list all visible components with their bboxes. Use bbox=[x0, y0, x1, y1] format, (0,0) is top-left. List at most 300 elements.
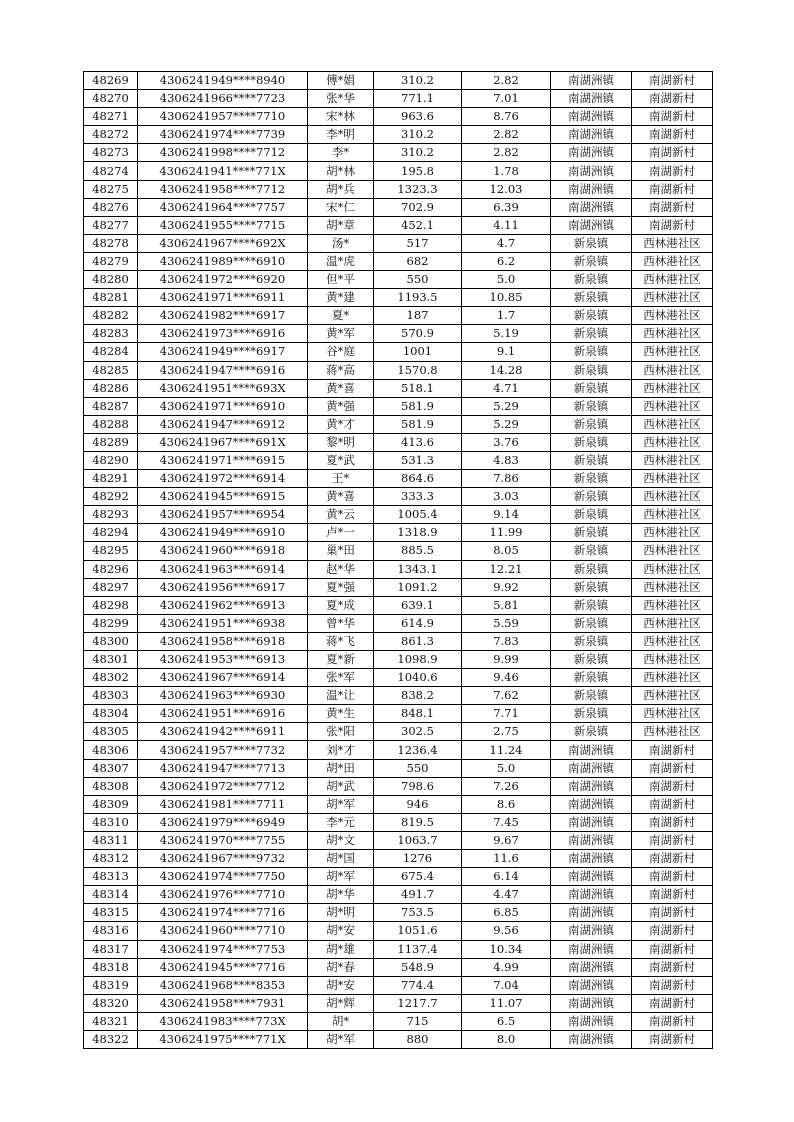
cell-amount: 880 bbox=[374, 1030, 462, 1048]
cell-town: 新泉镇 bbox=[551, 669, 632, 687]
table-row bbox=[84, 271, 713, 289]
cell-village: 西林港社区 bbox=[632, 596, 713, 614]
cell-name: 黄*强 bbox=[308, 397, 374, 415]
cell-value: 7.71 bbox=[462, 705, 551, 723]
table-row bbox=[84, 922, 713, 940]
cell-row-number: 48284 bbox=[84, 343, 138, 361]
cell-name: 黄*建 bbox=[308, 289, 374, 307]
cell-village: 南湖新村 bbox=[632, 759, 713, 777]
cell-village: 南湖新村 bbox=[632, 180, 713, 198]
cell-village: 西林港社区 bbox=[632, 325, 713, 343]
cell-village: 西林港社区 bbox=[632, 687, 713, 705]
cell-village: 南湖新村 bbox=[632, 940, 713, 958]
table-row bbox=[84, 144, 713, 162]
cell-id-number: 4306241960****7710 bbox=[138, 922, 308, 940]
cell-village: 西林港社区 bbox=[632, 361, 713, 379]
cell-id-number: 4306241967****691X bbox=[138, 433, 308, 451]
cell-row-number: 48281 bbox=[84, 289, 138, 307]
cell-name: 但*平 bbox=[308, 271, 374, 289]
table-row bbox=[84, 488, 713, 506]
cell-row-number: 48302 bbox=[84, 669, 138, 687]
cell-id-number: 4306241974****7716 bbox=[138, 904, 308, 922]
cell-village: 南湖新村 bbox=[632, 162, 713, 180]
cell-town: 新泉镇 bbox=[551, 415, 632, 433]
cell-amount: 548.9 bbox=[374, 958, 462, 976]
table-row bbox=[84, 994, 713, 1012]
cell-row-number: 48316 bbox=[84, 922, 138, 940]
table-row bbox=[84, 162, 713, 180]
cell-row-number: 48278 bbox=[84, 234, 138, 252]
cell-amount: 491.7 bbox=[374, 886, 462, 904]
cell-village: 西林港社区 bbox=[632, 289, 713, 307]
cell-town: 新泉镇 bbox=[551, 325, 632, 343]
table-row bbox=[84, 759, 713, 777]
cell-id-number: 4306241949****6910 bbox=[138, 524, 308, 542]
cell-name: 蒋*飞 bbox=[308, 632, 374, 650]
cell-name: 胡*军 bbox=[308, 1030, 374, 1048]
cell-amount: 1005.4 bbox=[374, 506, 462, 524]
cell-town: 南湖洲镇 bbox=[551, 904, 632, 922]
cell-name: 胡*春 bbox=[308, 958, 374, 976]
cell-village: 西林港社区 bbox=[632, 669, 713, 687]
cell-amount: 550 bbox=[374, 759, 462, 777]
cell-name: 胡*文 bbox=[308, 831, 374, 849]
cell-village: 西林港社区 bbox=[632, 723, 713, 741]
cell-village: 南湖新村 bbox=[632, 72, 713, 90]
table-row bbox=[84, 108, 713, 126]
cell-name: 巢*田 bbox=[308, 542, 374, 560]
table-body bbox=[84, 72, 713, 1049]
cell-id-number: 4306241974****7750 bbox=[138, 868, 308, 886]
cell-id-number: 4306241967****6914 bbox=[138, 669, 308, 687]
cell-village: 西林港社区 bbox=[632, 379, 713, 397]
table-row bbox=[84, 850, 713, 868]
cell-row-number: 48280 bbox=[84, 271, 138, 289]
cell-village: 西林港社区 bbox=[632, 252, 713, 270]
cell-town: 新泉镇 bbox=[551, 379, 632, 397]
cell-name: 王* bbox=[308, 470, 374, 488]
cell-town: 新泉镇 bbox=[551, 470, 632, 488]
cell-town: 南湖洲镇 bbox=[551, 90, 632, 108]
cell-row-number: 48320 bbox=[84, 994, 138, 1012]
cell-row-number: 48273 bbox=[84, 144, 138, 162]
table-row bbox=[84, 741, 713, 759]
cell-amount: 1051.6 bbox=[374, 922, 462, 940]
cell-town: 南湖洲镇 bbox=[551, 886, 632, 904]
cell-id-number: 4306241947****7713 bbox=[138, 759, 308, 777]
cell-id-number: 4306241958****7931 bbox=[138, 994, 308, 1012]
cell-amount: 581.9 bbox=[374, 415, 462, 433]
cell-amount: 310.2 bbox=[374, 126, 462, 144]
cell-village: 西林港社区 bbox=[632, 307, 713, 325]
cell-id-number: 4306241957****6954 bbox=[138, 506, 308, 524]
cell-row-number: 48283 bbox=[84, 325, 138, 343]
cell-amount: 715 bbox=[374, 1012, 462, 1030]
cell-name: 胡*雄 bbox=[308, 940, 374, 958]
cell-id-number: 4306241957****7710 bbox=[138, 108, 308, 126]
table-row bbox=[84, 687, 713, 705]
cell-id-number: 4306241998****7712 bbox=[138, 144, 308, 162]
cell-name: 胡*章 bbox=[308, 216, 374, 234]
cell-town: 南湖洲镇 bbox=[551, 180, 632, 198]
cell-name: 李*明 bbox=[308, 126, 374, 144]
cell-row-number: 48285 bbox=[84, 361, 138, 379]
cell-amount: 1217.7 bbox=[374, 994, 462, 1012]
cell-row-number: 48305 bbox=[84, 723, 138, 741]
cell-value: 14.28 bbox=[462, 361, 551, 379]
cell-row-number: 48319 bbox=[84, 976, 138, 994]
cell-row-number: 48310 bbox=[84, 813, 138, 831]
table-row bbox=[84, 216, 713, 234]
cell-village: 南湖新村 bbox=[632, 1030, 713, 1048]
cell-value: 9.1 bbox=[462, 343, 551, 361]
cell-row-number: 48321 bbox=[84, 1012, 138, 1030]
cell-amount: 581.9 bbox=[374, 397, 462, 415]
cell-value: 6.2 bbox=[462, 252, 551, 270]
cell-row-number: 48282 bbox=[84, 307, 138, 325]
cell-value: 9.99 bbox=[462, 651, 551, 669]
cell-town: 南湖洲镇 bbox=[551, 198, 632, 216]
cell-town: 南湖洲镇 bbox=[551, 994, 632, 1012]
cell-amount: 771.1 bbox=[374, 90, 462, 108]
cell-row-number: 48312 bbox=[84, 850, 138, 868]
cell-town: 新泉镇 bbox=[551, 289, 632, 307]
cell-amount: 963.6 bbox=[374, 108, 462, 126]
cell-value: 9.67 bbox=[462, 831, 551, 849]
table-row bbox=[84, 578, 713, 596]
table-row bbox=[84, 705, 713, 723]
cell-town: 南湖洲镇 bbox=[551, 850, 632, 868]
cell-name: 黄*军 bbox=[308, 325, 374, 343]
cell-town: 南湖洲镇 bbox=[551, 958, 632, 976]
cell-value: 7.04 bbox=[462, 976, 551, 994]
cell-row-number: 48322 bbox=[84, 1030, 138, 1048]
cell-id-number: 4306241963****6914 bbox=[138, 560, 308, 578]
cell-amount: 1091.2 bbox=[374, 578, 462, 596]
cell-name: 宋*仁 bbox=[308, 198, 374, 216]
cell-value: 9.46 bbox=[462, 669, 551, 687]
cell-village: 西林港社区 bbox=[632, 614, 713, 632]
cell-amount: 531.3 bbox=[374, 451, 462, 469]
cell-value: 5.29 bbox=[462, 397, 551, 415]
cell-name: 李*元 bbox=[308, 813, 374, 831]
data-table bbox=[83, 71, 713, 1049]
cell-village: 西林港社区 bbox=[632, 488, 713, 506]
cell-row-number: 48301 bbox=[84, 651, 138, 669]
table-row bbox=[84, 632, 713, 650]
cell-town: 新泉镇 bbox=[551, 560, 632, 578]
cell-town: 新泉镇 bbox=[551, 705, 632, 723]
cell-row-number: 48292 bbox=[84, 488, 138, 506]
cell-row-number: 48276 bbox=[84, 198, 138, 216]
table-row bbox=[84, 252, 713, 270]
cell-town: 南湖洲镇 bbox=[551, 162, 632, 180]
cell-village: 西林港社区 bbox=[632, 651, 713, 669]
cell-amount: 848.1 bbox=[374, 705, 462, 723]
cell-name: 胡*安 bbox=[308, 922, 374, 940]
cell-row-number: 48315 bbox=[84, 904, 138, 922]
cell-row-number: 48274 bbox=[84, 162, 138, 180]
cell-name: 胡*华 bbox=[308, 886, 374, 904]
table-row bbox=[84, 433, 713, 451]
cell-name: 张*华 bbox=[308, 90, 374, 108]
cell-town: 南湖洲镇 bbox=[551, 795, 632, 813]
cell-town: 新泉镇 bbox=[551, 524, 632, 542]
cell-town: 南湖洲镇 bbox=[551, 922, 632, 940]
cell-name: 胡*明 bbox=[308, 904, 374, 922]
table-row bbox=[84, 904, 713, 922]
cell-name: 黄*喜 bbox=[308, 379, 374, 397]
cell-name: 李* bbox=[308, 144, 374, 162]
cell-id-number: 4306241945****6915 bbox=[138, 488, 308, 506]
cell-name: 胡*辉 bbox=[308, 994, 374, 1012]
cell-value: 7.86 bbox=[462, 470, 551, 488]
cell-village: 南湖新村 bbox=[632, 198, 713, 216]
cell-amount: 1063.7 bbox=[374, 831, 462, 849]
cell-amount: 798.6 bbox=[374, 777, 462, 795]
cell-value: 8.05 bbox=[462, 542, 551, 560]
cell-value: 9.92 bbox=[462, 578, 551, 596]
cell-village: 西林港社区 bbox=[632, 470, 713, 488]
cell-town: 南湖洲镇 bbox=[551, 868, 632, 886]
cell-name: 曾*华 bbox=[308, 614, 374, 632]
cell-name: 胡*军 bbox=[308, 795, 374, 813]
cell-row-number: 48277 bbox=[84, 216, 138, 234]
table-row bbox=[84, 831, 713, 849]
cell-village: 西林港社区 bbox=[632, 271, 713, 289]
cell-row-number: 48313 bbox=[84, 868, 138, 886]
table-row bbox=[84, 343, 713, 361]
cell-id-number: 4306241974****7753 bbox=[138, 940, 308, 958]
cell-town: 新泉镇 bbox=[551, 252, 632, 270]
cell-town: 新泉镇 bbox=[551, 307, 632, 325]
cell-id-number: 4306241971****6911 bbox=[138, 289, 308, 307]
cell-id-number: 4306241949****6917 bbox=[138, 343, 308, 361]
cell-village: 南湖新村 bbox=[632, 108, 713, 126]
cell-id-number: 4306241951****6938 bbox=[138, 614, 308, 632]
table-row bbox=[84, 669, 713, 687]
cell-village: 南湖新村 bbox=[632, 126, 713, 144]
cell-id-number: 4306241975****771X bbox=[138, 1030, 308, 1048]
cell-row-number: 48271 bbox=[84, 108, 138, 126]
cell-town: 新泉镇 bbox=[551, 542, 632, 560]
table-row bbox=[84, 1030, 713, 1048]
cell-id-number: 4306241951****6916 bbox=[138, 705, 308, 723]
cell-amount: 570.9 bbox=[374, 325, 462, 343]
cell-row-number: 48294 bbox=[84, 524, 138, 542]
cell-value: 4.99 bbox=[462, 958, 551, 976]
cell-town: 新泉镇 bbox=[551, 578, 632, 596]
cell-town: 新泉镇 bbox=[551, 723, 632, 741]
cell-name: 刘*才 bbox=[308, 741, 374, 759]
cell-town: 新泉镇 bbox=[551, 632, 632, 650]
cell-town: 南湖洲镇 bbox=[551, 759, 632, 777]
cell-id-number: 4306241958****7712 bbox=[138, 180, 308, 198]
cell-amount: 187 bbox=[374, 307, 462, 325]
cell-amount: 946 bbox=[374, 795, 462, 813]
cell-village: 南湖新村 bbox=[632, 886, 713, 904]
cell-name: 黄*生 bbox=[308, 705, 374, 723]
cell-village: 西林港社区 bbox=[632, 542, 713, 560]
cell-village: 南湖新村 bbox=[632, 850, 713, 868]
cell-name: 宋*林 bbox=[308, 108, 374, 126]
cell-row-number: 48291 bbox=[84, 470, 138, 488]
cell-row-number: 48293 bbox=[84, 506, 138, 524]
cell-village: 南湖新村 bbox=[632, 922, 713, 940]
cell-value: 9.14 bbox=[462, 506, 551, 524]
table-row bbox=[84, 976, 713, 994]
cell-id-number: 4306241976****7710 bbox=[138, 886, 308, 904]
cell-row-number: 48318 bbox=[84, 958, 138, 976]
table-row bbox=[84, 596, 713, 614]
cell-row-number: 48307 bbox=[84, 759, 138, 777]
cell-row-number: 48275 bbox=[84, 180, 138, 198]
cell-town: 新泉镇 bbox=[551, 596, 632, 614]
cell-value: 8.76 bbox=[462, 108, 551, 126]
cell-village: 西林港社区 bbox=[632, 234, 713, 252]
cell-value: 6.5 bbox=[462, 1012, 551, 1030]
cell-village: 西林港社区 bbox=[632, 433, 713, 451]
cell-value: 5.19 bbox=[462, 325, 551, 343]
cell-name: 温*虎 bbox=[308, 252, 374, 270]
cell-value: 6.39 bbox=[462, 198, 551, 216]
cell-amount: 1001 bbox=[374, 343, 462, 361]
table-row bbox=[84, 361, 713, 379]
cell-amount: 861.3 bbox=[374, 632, 462, 650]
cell-id-number: 4306241958****6918 bbox=[138, 632, 308, 650]
cell-id-number: 4306241947****6916 bbox=[138, 361, 308, 379]
cell-name: 胡*安 bbox=[308, 976, 374, 994]
cell-town: 南湖洲镇 bbox=[551, 813, 632, 831]
cell-town: 新泉镇 bbox=[551, 433, 632, 451]
table-row bbox=[84, 379, 713, 397]
table-row bbox=[84, 307, 713, 325]
cell-name: 夏*新 bbox=[308, 651, 374, 669]
cell-value: 5.59 bbox=[462, 614, 551, 632]
table-row bbox=[84, 958, 713, 976]
cell-amount: 302.5 bbox=[374, 723, 462, 741]
cell-row-number: 48299 bbox=[84, 614, 138, 632]
cell-row-number: 48303 bbox=[84, 687, 138, 705]
cell-value: 11.99 bbox=[462, 524, 551, 542]
cell-name: 黄*才 bbox=[308, 415, 374, 433]
cell-amount: 1040.6 bbox=[374, 669, 462, 687]
cell-row-number: 48270 bbox=[84, 90, 138, 108]
cell-row-number: 48286 bbox=[84, 379, 138, 397]
cell-id-number: 4306241956****6917 bbox=[138, 578, 308, 596]
cell-amount: 838.2 bbox=[374, 687, 462, 705]
cell-amount: 885.5 bbox=[374, 542, 462, 560]
cell-name: 汤* bbox=[308, 234, 374, 252]
cell-name: 夏*成 bbox=[308, 596, 374, 614]
cell-amount: 682 bbox=[374, 252, 462, 270]
cell-village: 南湖新村 bbox=[632, 904, 713, 922]
cell-value: 4.83 bbox=[462, 451, 551, 469]
cell-name: 夏*强 bbox=[308, 578, 374, 596]
cell-amount: 310.2 bbox=[374, 144, 462, 162]
cell-row-number: 48296 bbox=[84, 560, 138, 578]
cell-amount: 1236.4 bbox=[374, 741, 462, 759]
cell-amount: 1098.9 bbox=[374, 651, 462, 669]
table-row bbox=[84, 777, 713, 795]
cell-value: 1.7 bbox=[462, 307, 551, 325]
cell-town: 新泉镇 bbox=[551, 506, 632, 524]
cell-value: 3.03 bbox=[462, 488, 551, 506]
cell-amount: 753.5 bbox=[374, 904, 462, 922]
cell-amount: 1137.4 bbox=[374, 940, 462, 958]
cell-value: 8.6 bbox=[462, 795, 551, 813]
cell-town: 新泉镇 bbox=[551, 234, 632, 252]
cell-village: 西林港社区 bbox=[632, 560, 713, 578]
cell-town: 南湖洲镇 bbox=[551, 831, 632, 849]
cell-amount: 1570.8 bbox=[374, 361, 462, 379]
cell-amount: 614.9 bbox=[374, 614, 462, 632]
cell-id-number: 4306241951****693X bbox=[138, 379, 308, 397]
cell-amount: 1318.9 bbox=[374, 524, 462, 542]
table-row bbox=[84, 397, 713, 415]
cell-row-number: 48288 bbox=[84, 415, 138, 433]
table-row bbox=[84, 1012, 713, 1030]
cell-id-number: 4306241941****771X bbox=[138, 162, 308, 180]
cell-id-number: 4306241982****6917 bbox=[138, 307, 308, 325]
cell-town: 新泉镇 bbox=[551, 614, 632, 632]
cell-value: 11.07 bbox=[462, 994, 551, 1012]
cell-id-number: 4306241972****6920 bbox=[138, 271, 308, 289]
cell-village: 南湖新村 bbox=[632, 831, 713, 849]
cell-value: 11.24 bbox=[462, 741, 551, 759]
cell-value: 9.56 bbox=[462, 922, 551, 940]
table-row bbox=[84, 470, 713, 488]
cell-village: 南湖新村 bbox=[632, 777, 713, 795]
cell-town: 南湖洲镇 bbox=[551, 940, 632, 958]
cell-value: 1.78 bbox=[462, 162, 551, 180]
table-row bbox=[84, 451, 713, 469]
cell-town: 南湖洲镇 bbox=[551, 126, 632, 144]
cell-row-number: 48311 bbox=[84, 831, 138, 849]
cell-name: 胡* bbox=[308, 1012, 374, 1030]
cell-value: 2.82 bbox=[462, 126, 551, 144]
cell-town: 新泉镇 bbox=[551, 651, 632, 669]
cell-id-number: 4306241973****6916 bbox=[138, 325, 308, 343]
cell-village: 南湖新村 bbox=[632, 1012, 713, 1030]
cell-amount: 452.1 bbox=[374, 216, 462, 234]
table-row bbox=[84, 72, 713, 90]
cell-village: 西林港社区 bbox=[632, 578, 713, 596]
cell-id-number: 4306241968****8353 bbox=[138, 976, 308, 994]
table-row bbox=[84, 886, 713, 904]
cell-amount: 639.1 bbox=[374, 596, 462, 614]
cell-village: 西林港社区 bbox=[632, 451, 713, 469]
table-row bbox=[84, 506, 713, 524]
cell-id-number: 4306241967****9732 bbox=[138, 850, 308, 868]
cell-village: 南湖新村 bbox=[632, 90, 713, 108]
table-row bbox=[84, 524, 713, 542]
cell-name: 卢*一 bbox=[308, 524, 374, 542]
cell-id-number: 4306241970****7755 bbox=[138, 831, 308, 849]
cell-id-number: 4306241972****6914 bbox=[138, 470, 308, 488]
cell-id-number: 4306241983****773X bbox=[138, 1012, 308, 1030]
cell-value: 10.85 bbox=[462, 289, 551, 307]
table-row bbox=[84, 234, 713, 252]
cell-id-number: 4306241972****7712 bbox=[138, 777, 308, 795]
cell-name: 胡*兵 bbox=[308, 180, 374, 198]
cell-name: 黎*明 bbox=[308, 433, 374, 451]
cell-row-number: 48306 bbox=[84, 741, 138, 759]
cell-name: 黄*云 bbox=[308, 506, 374, 524]
cell-name: 胡*林 bbox=[308, 162, 374, 180]
table-row bbox=[84, 813, 713, 831]
cell-village: 南湖新村 bbox=[632, 813, 713, 831]
